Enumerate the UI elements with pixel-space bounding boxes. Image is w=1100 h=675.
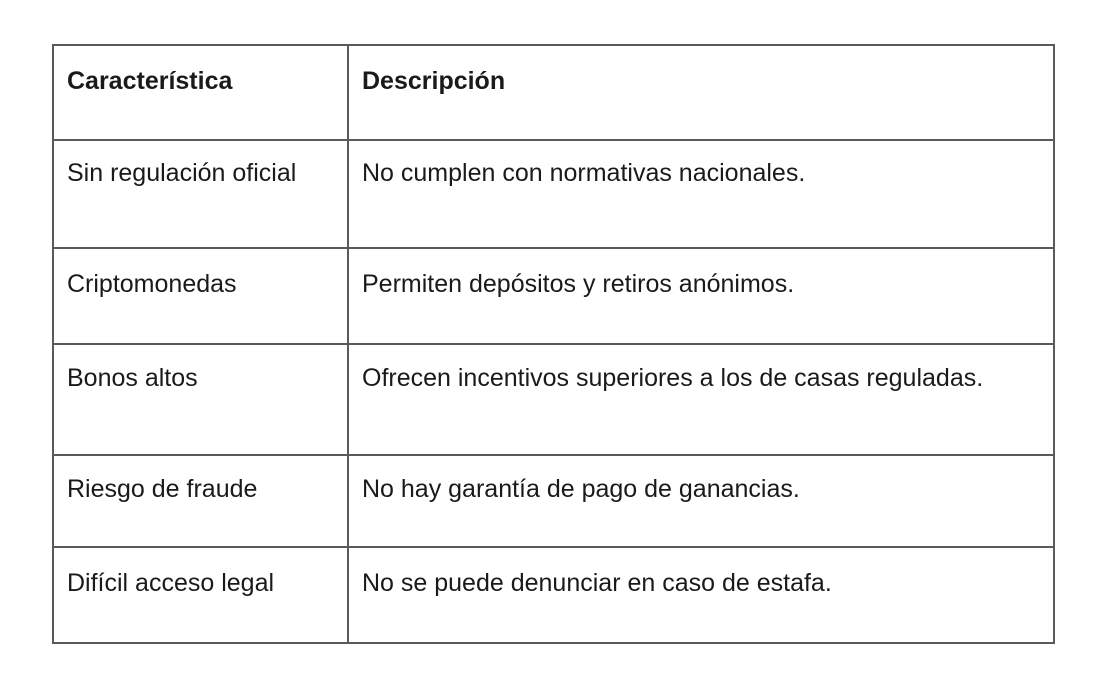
description-cell: No cumplen con normativas nacionales. [348, 140, 1054, 248]
feature-cell: Difícil acceso legal [53, 547, 348, 643]
features-table [52, 44, 1055, 644]
table-row [53, 455, 1054, 547]
header-descripcion: Descripción [348, 45, 1054, 140]
description-cell: Permiten depósitos y retiros anónimos. [348, 248, 1054, 344]
feature-cell: Criptomonedas [53, 248, 348, 344]
header-caracteristica: Característica [53, 45, 348, 140]
feature-cell: Bonos altos [53, 344, 348, 455]
description-cell: Ofrecen incentivos superiores a los de casas reguladas. [348, 344, 1054, 455]
table-row [53, 344, 1054, 455]
table-row [53, 140, 1054, 248]
table-row [53, 547, 1054, 643]
description-cell: No se puede denunciar en caso de estafa. [348, 547, 1054, 643]
description-cell: No hay garantía de pago de ganancias. [348, 455, 1054, 547]
feature-cell: Riesgo de fraude [53, 455, 348, 547]
table-header-row [53, 45, 1054, 140]
table-row [53, 248, 1054, 344]
feature-cell: Sin regulación oficial [53, 140, 348, 248]
